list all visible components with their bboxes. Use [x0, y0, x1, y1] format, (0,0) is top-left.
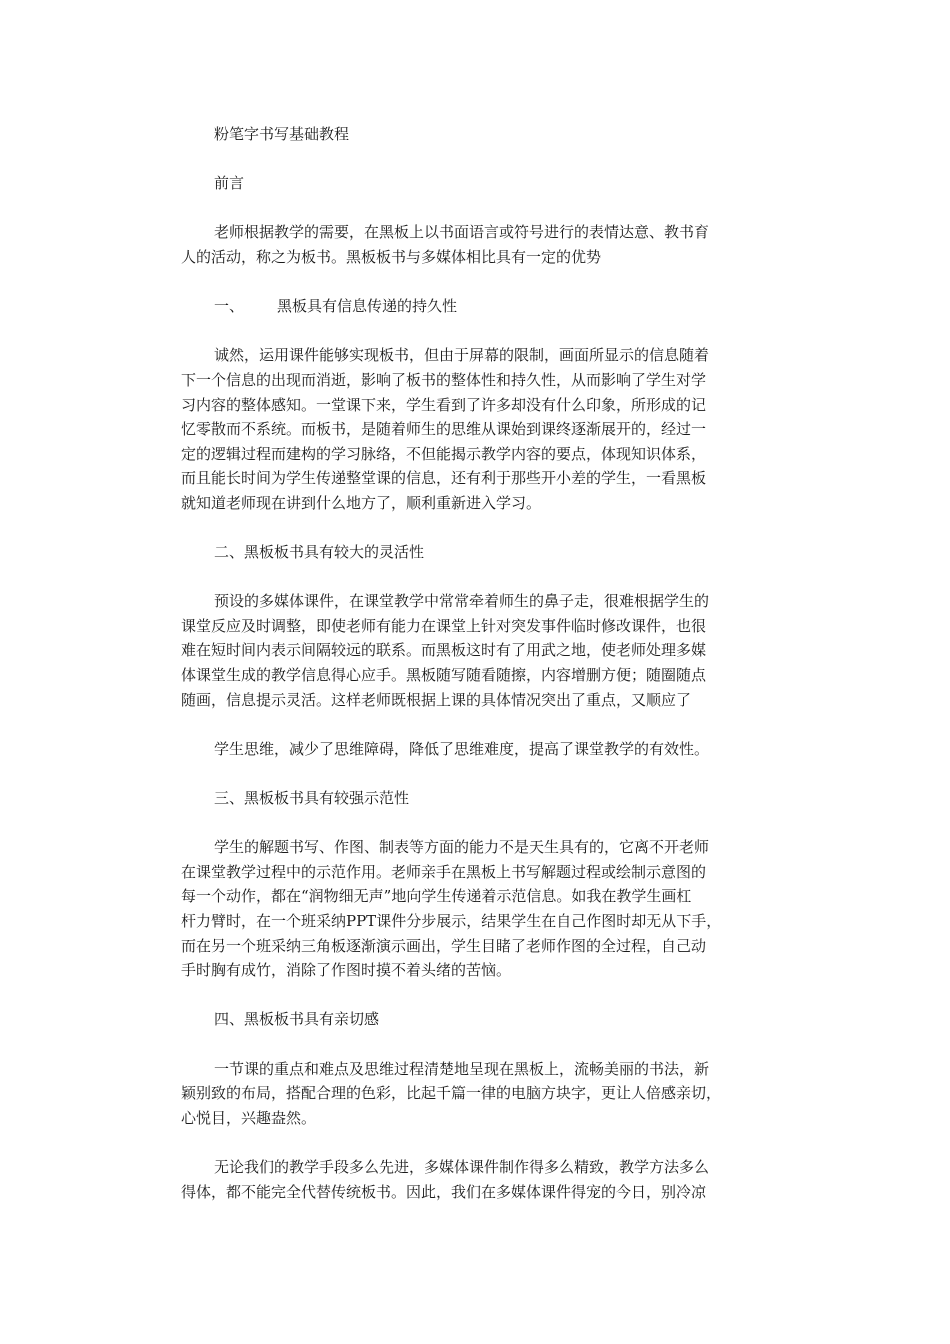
paragraph-line: 忆零散而不系统。而板书，是随着师生的思维从课始到课终逐渐展开的，经过一: [181, 420, 707, 439]
closing-paragraph: [181, 1155, 781, 1204]
section4-paragraph: [181, 1057, 781, 1131]
spacer: [181, 1130, 781, 1155]
section2-paragraph: [181, 589, 781, 712]
paragraph-line: 预设的多媒体课件，在课堂教学中常常牵着师生的鼻子走，很难根据学生的: [214, 592, 710, 611]
paragraph-line: 每一个动作，都在“润物细无声”地向学生传递着示范信息。如我在教学生画杠: [181, 887, 692, 906]
document-title: 粉笔字书写基础教程: [214, 125, 350, 143]
spacer: [181, 712, 781, 737]
paragraph-line: 老师根据教学的需要，在黑板上以书面语言或符号进行的表情达意、教书育: [214, 223, 710, 242]
section2-continuation: 学生思维，减少了思维障碍，降低了思维难度，提高了课堂教学的有效性。: [214, 739, 710, 758]
preface-label: 前言: [214, 174, 245, 193]
spacer: [181, 147, 781, 172]
paragraph-line: 在课堂教学过程中的示范作用。老师亲手在黑板上书写解题过程或绘制示意图的: [181, 862, 707, 881]
paragraph-line: 下一个信息的出现而消逝，影响了板书的整体性和持久性，从而影响了学生对学: [181, 370, 707, 389]
spacer: [181, 270, 781, 295]
paragraph-line: 体课堂生成的教学信息得心应手。黑板随写随看随擦，内容增删方便；随圈随点: [181, 666, 707, 685]
section3-paragraph: [181, 835, 781, 983]
paragraph-line: 颖别致的布局，搭配合理的色彩，比起千篇一律的电脑方块字，更让人倍感亲切，: [181, 1084, 722, 1103]
spacer: [181, 516, 781, 541]
section-heading-3: 三、黑板板书具有较强示范性: [214, 789, 410, 808]
section1-paragraph: [181, 343, 781, 515]
paragraph-line: 心悦目，兴趣盎然。: [181, 1108, 317, 1127]
paragraph-line: 杆力臂时，在一个班采纳PPT课件分步展示，结果学生在自己作图时却无从下手，: [181, 912, 722, 930]
paragraph-line: 随画，信息提示灵活。这样老师既根据上课的具体情况突出了重点，又顺应了: [181, 690, 692, 709]
section-heading-text: 黑板具有信息传递的持久性: [277, 297, 458, 316]
spacer: [181, 196, 781, 221]
paragraph-line: 诚然，运用课件能够实现板书，但由于屏幕的限制，画面所显示的信息随着: [214, 346, 710, 365]
paragraph-line: 无论我们的教学手段多么先进，多媒体课件制作得多么精致，教学方法多么: [214, 1157, 710, 1176]
intro-paragraph: [181, 220, 781, 269]
section-heading-2: 二、黑板板书具有较大的灵活性: [214, 543, 425, 562]
paragraph-line: 而在另一个班采纳三角板逐渐演示画出，学生目睹了老师作图的全过程，自己动: [181, 936, 707, 955]
paragraph-line: 手时胸有成竹，消除了作图时摸不着头绪的苦恼。: [181, 961, 512, 980]
paragraph-line: 得体，都不能完全代替传统板书。因此，我们在多媒体课件得宠的今日，别冷凉: [181, 1182, 707, 1201]
spacer: [181, 1032, 781, 1057]
section-heading-4: 四、黑板板书具有亲切感: [214, 1010, 380, 1029]
document-page: [181, 122, 781, 1204]
spacer: [181, 761, 781, 786]
spacer: [181, 565, 781, 590]
paragraph-line: 习内容的整体感知。一堂课下来，学生看到了许多却没有什么印象，所形成的记: [181, 395, 707, 414]
spacer: [181, 811, 781, 836]
paragraph-line: 学生的解题书写、作图、制表等方面的能力不是天生具有的，它离不开老师: [214, 838, 710, 857]
paragraph-line: 人的活动，称之为板书。黑板板书与多媒体相比具有一定的优势: [181, 247, 602, 266]
spacer: [181, 983, 781, 1008]
paragraph-line: 就知道老师现在讲到什么地方了，顺利重新进入学习。: [181, 493, 542, 512]
section-number: 一、: [214, 297, 245, 316]
section-heading-1: [181, 294, 781, 319]
paragraph-line: 一节课的重点和难点及思维过程清楚地呈现在黑板上，流畅美丽的书法，新: [214, 1059, 710, 1078]
paragraph-line: 而且能长时间为学生传递整堂课的信息，还有利于那些开小差的学生，一看黑板: [181, 469, 707, 488]
paragraph-line: 难在短时间内表示间隔较远的联系。而黑板这时有了用武之地，使老师处理多媒: [181, 641, 707, 660]
paragraph-line: 定的逻辑过程而建构的学习脉络，不但能揭示教学内容的要点，体现知识体系，: [181, 444, 707, 463]
paragraph-line: 课堂反应及时调整，即使老师有能力在课堂上针对突发事件临时修改课件，也很: [181, 616, 707, 635]
spacer: [181, 319, 781, 344]
